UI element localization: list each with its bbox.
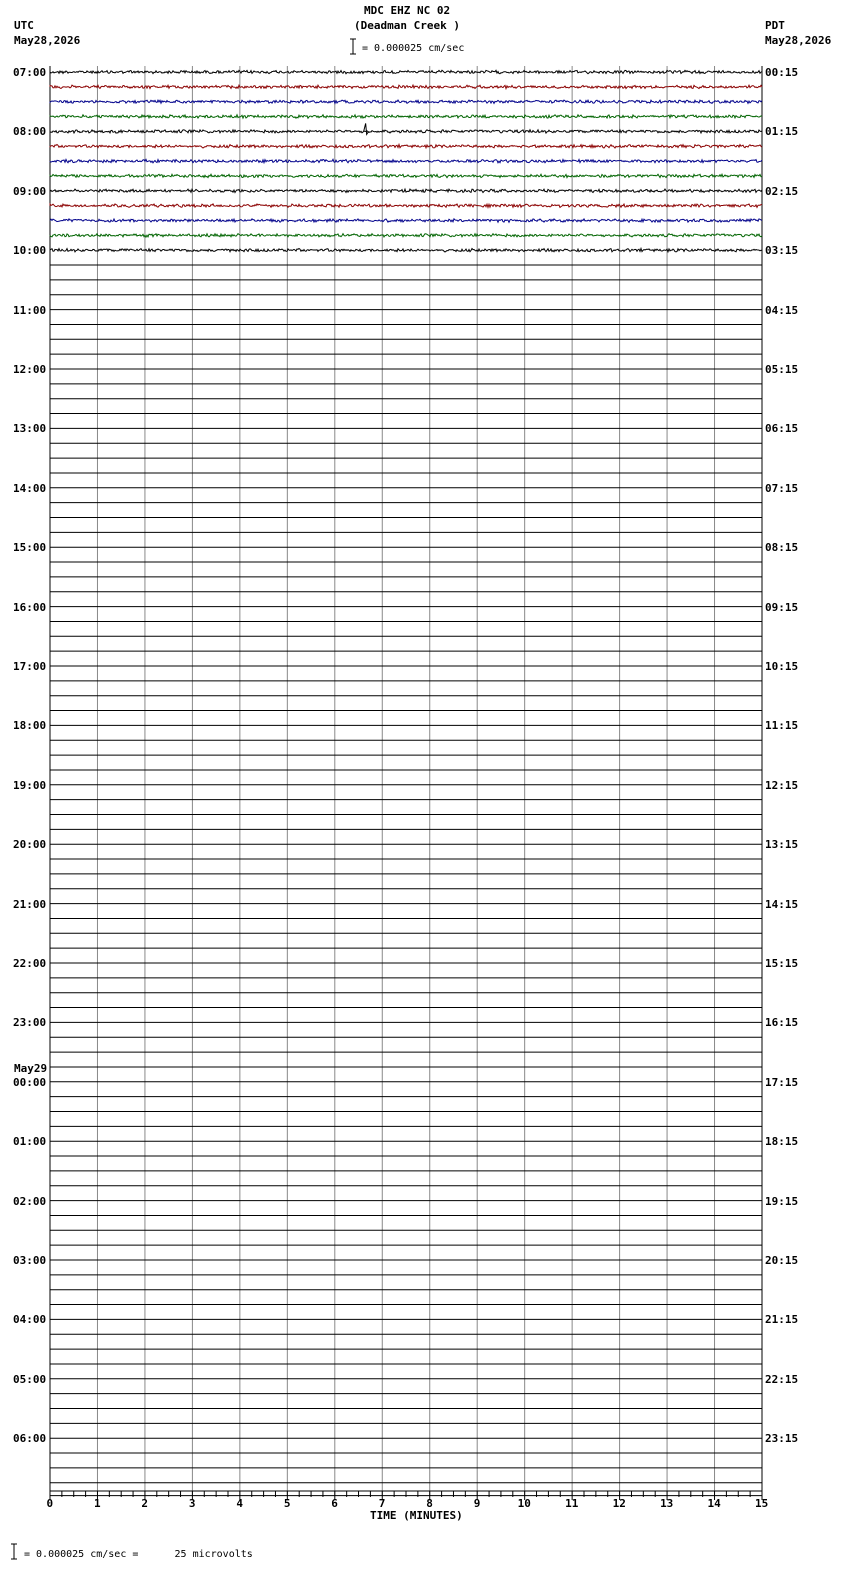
chart-title: MDC EHZ NC 02	[364, 4, 451, 17]
local-hour-label: 19:15	[765, 1194, 799, 1208]
local-hour-label: 07:15	[765, 481, 799, 495]
utc-hour-label: 16:00	[13, 600, 47, 614]
x-tick-label: 13	[660, 1497, 674, 1510]
local-hour-label: 05:15	[765, 363, 799, 376]
trace-row-4	[50, 130, 762, 133]
utc-hour-label: 22:00	[13, 957, 47, 970]
utc-hour-label: 20:00	[13, 838, 47, 852]
local-hour-label: 23:15	[765, 1432, 799, 1446]
utc-hour-label: 21:00	[13, 897, 47, 911]
seismic-traces	[50, 70, 762, 252]
trace-row-0	[50, 70, 762, 73]
utc-hour-label: 00:00	[13, 1075, 47, 1089]
trace-row-10	[50, 219, 762, 223]
trace-row-1	[50, 85, 762, 89]
x-tick-label: 7	[378, 1497, 386, 1510]
x-tick-label: 2	[141, 1497, 149, 1510]
date-change-label: May29	[14, 1061, 48, 1075]
scale-bar-icon	[348, 38, 358, 56]
x-tick-label: 8	[426, 1497, 433, 1510]
x-tick-label: 11	[565, 1497, 579, 1510]
utc-hour-label: 15:00	[13, 541, 47, 555]
trace-row-3	[50, 115, 762, 118]
x-axis-label: TIME (MINUTES)	[370, 1509, 463, 1522]
x-tick-label: 1	[93, 1497, 101, 1510]
trace-row-6	[50, 159, 762, 163]
utc-hour-label: 10:00	[13, 244, 47, 258]
trace-row-11	[50, 234, 762, 238]
local-hour-label: 21:15	[765, 1313, 799, 1327]
x-tick-label: 0	[46, 1497, 54, 1510]
utc-hour-label: 02:00	[13, 1194, 47, 1208]
utc-hour-label: 06:00	[13, 1432, 47, 1446]
utc-hour-label: 17:00	[13, 660, 47, 673]
local-hour-label: 14:15	[765, 897, 799, 911]
x-tick-label: 9	[473, 1497, 481, 1510]
x-tick-label: 5	[283, 1497, 291, 1510]
footer-scale-bar-icon	[9, 1543, 19, 1561]
utc-hour-label: 04:00	[13, 1313, 47, 1327]
utc-hour-label: 05:00	[13, 1372, 47, 1386]
local-hour-label: 18:15	[765, 1135, 799, 1149]
local-hour-label: 22:15	[765, 1372, 799, 1386]
local-hour-label: 12:15	[765, 778, 799, 792]
x-tick-label: 10	[517, 1497, 531, 1510]
local-hour-label: 01:15	[765, 125, 799, 139]
local-hour-label: 02:15	[765, 184, 799, 198]
local-hour-label: 13:15	[765, 838, 799, 852]
utc-hour-label: 01:00	[13, 1135, 47, 1149]
x-tick-label: 14	[707, 1497, 721, 1510]
utc-hour-label: 03:00	[13, 1254, 47, 1267]
utc-hour-label: 08:00	[13, 125, 47, 139]
local-hour-label: 06:15	[765, 422, 799, 436]
right-date: May28,2026	[765, 34, 832, 47]
trace-row-2	[50, 100, 762, 103]
trace-row-9	[50, 204, 762, 208]
local-hour-label: 09:15	[765, 600, 799, 614]
chart-subtitle: (Deadman Creek )	[354, 19, 460, 32]
x-tick-label: 3	[188, 1497, 196, 1510]
minute-gridlines	[50, 66, 762, 1496]
left-timezone: UTC	[14, 19, 34, 32]
footer-scale-label: = 0.000025 cm/sec = 25 microvolts	[24, 1549, 253, 1560]
utc-hour-label: 13:00	[13, 422, 47, 436]
utc-hour-label: 14:00	[13, 481, 47, 495]
trace-row-12	[50, 249, 762, 253]
trace-row-7	[50, 174, 762, 177]
utc-hour-label: 07:00	[13, 66, 47, 79]
local-hour-label: 16:15	[765, 1016, 799, 1030]
local-hour-label: 10:15	[765, 660, 799, 673]
local-hour-label: 04:15	[765, 303, 799, 317]
trace-row-8	[50, 189, 762, 192]
local-hour-label: 03:15	[765, 244, 799, 258]
trace-row-5	[50, 145, 762, 149]
local-hour-label: 17:15	[765, 1075, 799, 1089]
trace-baselines	[50, 265, 762, 1496]
x-tick-label: 6	[331, 1497, 338, 1510]
utc-hour-label: 18:00	[13, 719, 47, 733]
local-hour-label: 20:15	[765, 1254, 799, 1267]
local-hour-label: 00:15	[765, 66, 799, 79]
scale-label: = 0.000025 cm/sec	[362, 43, 465, 54]
local-hour-label: 15:15	[765, 957, 799, 970]
event-spike	[364, 123, 369, 134]
utc-hour-label: 23:00	[13, 1016, 47, 1030]
local-hour-label: 08:15	[765, 541, 799, 555]
utc-hour-label: 09:00	[13, 184, 47, 198]
utc-hour-label: 12:00	[13, 363, 47, 376]
x-tick-label: 15	[755, 1497, 769, 1510]
time-axis	[50, 1491, 762, 1500]
left-date: May28,2026	[14, 34, 81, 47]
utc-hour-label: 11:00	[13, 303, 47, 317]
x-tick-label: 4	[236, 1497, 243, 1510]
x-tick-label: 12	[612, 1497, 626, 1510]
right-timezone: PDT	[765, 19, 785, 32]
local-hour-label: 11:15	[765, 719, 799, 733]
utc-hour-label: 19:00	[13, 778, 47, 792]
